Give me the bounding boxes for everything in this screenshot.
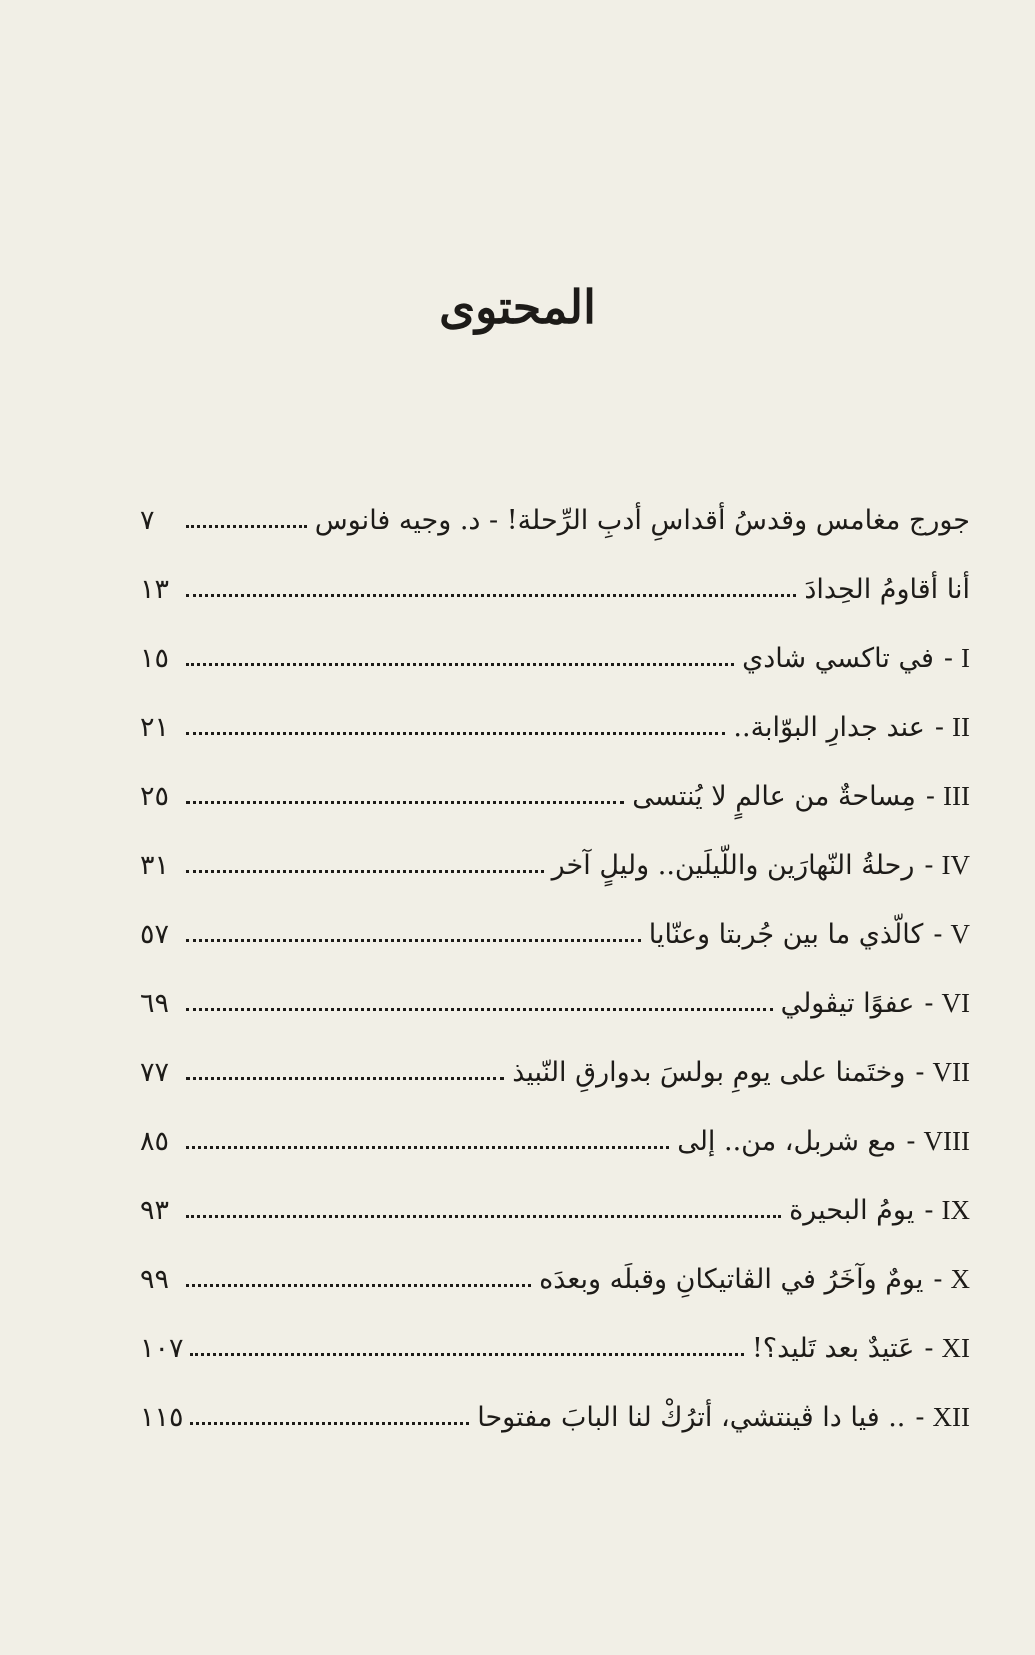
toc-entry-title: جورج مغامس وقدسُ أقداسِ أدبِ الرِّحلة! - د. وجيه فانوس — [314, 505, 970, 536]
chapter-numeral: VIII — [923, 1126, 970, 1156]
table-of-contents — [140, 465, 970, 1431]
chapter-numeral: IX — [941, 1195, 970, 1225]
toc-entry — [140, 1086, 970, 1155]
toc-entry — [140, 1362, 970, 1431]
toc-entry-title: مِساحةٌ من عالمٍ لا يُنتسى — [632, 781, 916, 812]
toc-entry-label: VII - وختَمنا على يومِ بولسَ بدوارقِ النّبيذ — [512, 1057, 970, 1088]
dot-leader — [186, 1284, 531, 1287]
toc-entry-title: يومُ البحيرة — [789, 1195, 915, 1226]
toc-entry-label: X - يومٌ وآخَرُ في الڤاتيكانِ وقبلَه وبعدَه — [539, 1264, 970, 1295]
chapter-numeral: III — [943, 781, 970, 811]
toc-entry — [140, 741, 970, 810]
toc-entry — [140, 603, 970, 672]
dot-leader — [186, 939, 641, 942]
toc-entry — [140, 948, 970, 1017]
toc-entry-title: عَتيدٌ بعد تَليد؟! — [751, 1333, 915, 1364]
toc-entry-title: .. فيا دا ڤينتشي، أترُكْ لنا البابَ مفتوحا — [477, 1402, 906, 1433]
toc-entry-page: ٥٧ — [140, 919, 170, 950]
chapter-numeral: V — [950, 919, 970, 949]
chapter-numeral: IV — [941, 850, 970, 880]
dot-leader — [186, 1008, 773, 1011]
toc-entry — [140, 879, 970, 948]
toc-entry — [140, 1155, 970, 1224]
page-title: المحتوى — [439, 280, 596, 334]
dot-leader — [186, 663, 734, 666]
toc-entry-page: ٩٩ — [140, 1264, 170, 1295]
chapter-numeral: VII — [932, 1057, 970, 1087]
chapter-numeral: VI — [941, 988, 970, 1018]
toc-entry-page: ١٠٧ — [140, 1333, 184, 1364]
toc-entry — [140, 810, 970, 879]
toc-entry-label: XI - عَتيدٌ بعد تَليد؟! — [751, 1333, 970, 1364]
toc-entry-page: ٢٥ — [140, 781, 170, 812]
toc-entry-title: أنا أقاومُ الحِدادَ — [804, 574, 970, 605]
dot-leader — [186, 870, 544, 873]
toc-entry-title: عند جدارِ البوّابة.. — [733, 712, 925, 743]
dot-leader — [186, 1077, 504, 1080]
dot-leader — [186, 525, 307, 528]
chapter-numeral: XI — [941, 1333, 970, 1363]
chapter-numeral: XII — [932, 1402, 970, 1432]
toc-entry-page: ٧٧ — [140, 1057, 170, 1088]
toc-entry-label — [804, 576, 970, 603]
toc-entry — [140, 534, 970, 603]
toc-entry-page: ١٥ — [140, 643, 170, 674]
toc-entry-page: ١٣ — [140, 574, 170, 605]
toc-entry-label: V - كالّذي ما بين جُربتا وعنّايا — [648, 919, 970, 950]
toc-entry-title: عفوًا تيڤولي — [780, 988, 915, 1019]
dot-leader — [186, 594, 796, 597]
toc-entry-label: II - عند جدارِ البوّابة.. — [733, 712, 970, 743]
toc-entry-page: ٧ — [140, 505, 155, 536]
toc-entry-page: ٢١ — [140, 712, 170, 743]
toc-entry-label — [315, 507, 970, 534]
toc-entry — [140, 465, 970, 534]
toc-entry-title: رحلةُ النّهارَين واللّيلَين.. وليلٍ آخر — [551, 850, 915, 881]
toc-entry — [140, 1224, 970, 1293]
toc-entry-page: ٦٩ — [140, 988, 170, 1019]
toc-entry — [140, 1293, 970, 1362]
dot-leader — [190, 1353, 744, 1356]
toc-entry-page: ١١٥ — [140, 1402, 184, 1433]
toc-entry-title: كالّذي ما بين جُربتا وعنّايا — [648, 919, 924, 950]
toc-entry — [140, 672, 970, 741]
dot-leader — [186, 801, 624, 804]
dot-leader — [186, 1215, 781, 1218]
toc-entry-label: VI - عفوًا تيڤولي — [780, 988, 970, 1019]
toc-entry-label: IV - رحلةُ النّهارَين واللّيلَين.. وليلٍ آخر — [551, 850, 970, 881]
toc-entry — [140, 1017, 970, 1086]
toc-entry-label: IX - يومُ البحيرة — [789, 1195, 970, 1226]
dot-leader — [186, 1146, 669, 1149]
chapter-numeral: I — [961, 643, 970, 673]
toc-entry-label: XII - .. فيا دا ڤينتشي، أترُكْ لنا البابَ مفتوحا — [477, 1402, 970, 1433]
toc-entry-page: ٨٥ — [140, 1126, 170, 1157]
toc-entry-label: I - في تاكسي شادي — [742, 643, 970, 674]
chapter-numeral: II — [952, 712, 970, 742]
toc-entry-page: ٩٣ — [140, 1195, 170, 1226]
toc-entry-title: وختَمنا على يومِ بولسَ بدوارقِ النّبيذ — [512, 1057, 906, 1088]
toc-entry-page: ٣١ — [140, 850, 170, 881]
toc-entry-title: في تاكسي شادي — [742, 643, 934, 674]
dot-leader — [190, 1422, 470, 1425]
toc-entry-label: III - مِساحةٌ من عالمٍ لا يُنتسى — [632, 781, 970, 812]
toc-entry-label: VIII - مع شربل، من.. إلى — [677, 1126, 970, 1157]
toc-entry-title: مع شربل، من.. إلى — [677, 1126, 897, 1157]
chapter-numeral: X — [950, 1264, 970, 1294]
toc-entry-title: يومٌ وآخَرُ في الڤاتيكانِ وقبلَه وبعدَه — [539, 1264, 924, 1295]
dot-leader — [186, 732, 725, 735]
